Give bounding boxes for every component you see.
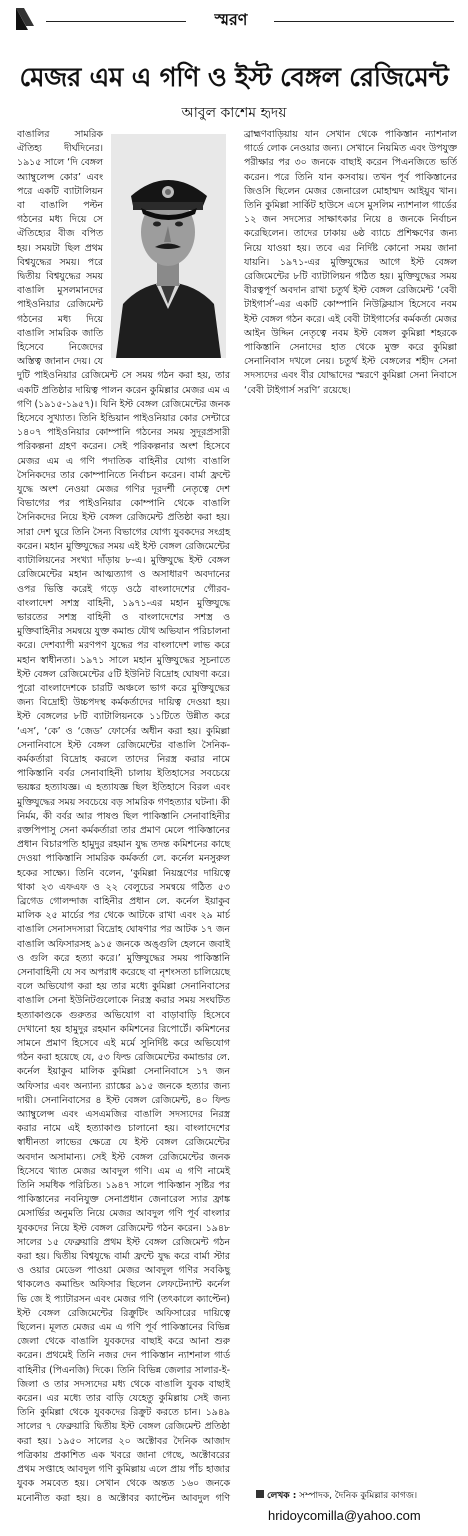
section-header xyxy=(0,0,468,38)
article-columns xyxy=(17,128,457,1508)
article-body-area xyxy=(17,128,457,1508)
author-note-desc: সম্পাদক, দৈনিক কুমিল্লার কাগজ। xyxy=(299,1491,418,1501)
header-rule-right xyxy=(274,21,454,22)
author-portrait-photo xyxy=(111,134,226,358)
author-note xyxy=(256,1490,456,1503)
author-email-link[interactable]: hridoycomilla@yahoo.com xyxy=(268,1508,421,1523)
article-byline: আবুল কাশেম হৃদয় xyxy=(181,105,287,121)
article-body-text: বাঙালির সামরিক ঐতিহ্য দীর্ঘদিনের। ১৯১৫ সালে ‘দি বেঙ্গল অ্যাম্বুলেন্স কোর’ এবং পরে একটি ব্যাটালিয়ন বা বাঙালি পল্টন গঠনের মধ্য দিয়ে সে ঐতিহ্যের বীজ বপিত হয়। সময়টা ছিল প্রথম বিশ্বযুদ্ধের সময়। পরে দ্বিতীয় বিশ্বযুদ্ধের সময় বাঙালি মুসলমানদের পাইওনিয়ার রেজিমেন্ট গঠনের মধ্য দিয়ে বাঙালি সামরিক জাতি হিসেবে নিজেদের অস্তিত্ব জানান দেয়। যে দুটি পাইওনিয়ার রেজিমেন্ট সে সময় গঠন করা হয়, তার একটি প্রতিষ্ঠার দায়িত্ব পালন করেন কুমিল্লার মেজর এম এ গণি (১৯১৫-১৯৫৭)। যিনি ইস্ট বেঙ্গল রেজিমেন্টের জনক হিসেবে সুখ্যাত। তিনি ইন্ডিয়ান পাইওনিয়ার কোর সেন্টারে ১৪০৭ পাইওনিয়ার কোম্পানি গঠনের সময় সুদূরপ্রসারী পরিকল্পনা গ্রহণ করেন। সেই পরিকল্পনার অংশ হিসেবে মেজর এম এ গণি পদাতিক বাহিনীর যোগ্য বাঙালি সৈনিকদের তার কোম্পানিতে নির্বাচন করেন। বার্মা ফ্রন্টে যুদ্ধে অংশ নেওয়া মেজর গণির দূরদর্শী নেতৃত্বে দেশ বিভাগের পর পাইওনিয়ার কোম্পানি থেকে বাঙালি সৈনিকদের নিয়ে ইস্ট বেঙ্গল রেজিমেন্ট প্রতিষ্ঠা করা হয়। সারা দেশ ঘুরে তিনি সৈন্য বিভাগের যোগ্য যুবকদের সংগ্রহ করেন। মহান মুক্তিযুদ্ধের সময় এই ইস্ট বেঙ্গল রেজিমেন্টের ব্যাটালিয়নের সংখ্যা দাঁড়ায় ৮-এ। মুক্তিযুদ্ধে ইস্ট বেঙ্গল রেজিমেন্টের মহান আত্মত্যাগ ও অসাধারণ অবদানের ওপর ভিত্তি করেই গড়ে ওঠে বাংলাদেশের গৌরব- বাংলাদেশ সশস্ত্র বাহিনী, ১৯৭১-এর মহান মুক্তিযুদ্ধে ভারতের সশস্ত্র বাহিনী ও বাংলাদেশের সশস্ত্র ও মুক্তিবাহিনীর সমন্বয়ে যুক্ত কমান্ড যৌথ অভিযান পরিচালনা করে। দেশব্যাপী মরণপণ যুদ্ধের পর বাংলাদেশ লাভ করে মহান স্বাধীনতা। ১৯৭১ সালে মহান মুক্তিযুদ্ধের সূচনাতে ইস্ট বেঙ্গল রেজিমেন্টের ৫টি ইউনিট বিদ্রোহ ঘোষণা করে। পুরো বাংলাদেশকে চারটি অঞ্চলে ভাগ করে মুক্তিযুদ্ধের জন্য বিদ্রোহী উচ্চপদস্থ কর্মকর্তাদের দায়িত্ব দেওয়া হয়। ইস্ট বেঙ্গলের ৮টি ব্যাটালিয়নকে ১১টিতে উন্নীত করে ‘এস’, ‘কে’ ও ‘জেড’ ফোর্সের অধীন করা হয়। কুমিল্লা সেনানিবাসে ইস্ট বেঙ্গল রেজিমেন্টের বাঙালি সৈনিক-কর্মকর্তারা বিদ্রোহ করলে তাদের নিরস্ত্র করার নামে পাকিস্তানি বর্বর সেনাবাহিনী চালায় ইতিহাসের সবচেয়ে ভয়ঙ্কর হত্যাযজ্ঞ। এ হত্যাযজ্ঞ ছিল ইতিহাসে বিরল এবং মুক্তিযুদ্ধের সময় সবচেয়ে বড় সামরিক গণহত্যার ঘটনা। কী নির্মম, কী বর্বর আর পাষণ্ড ছিল পাকিস্তানি সেনাবাহিনীর রক্তপিপাসু সেনা কর্মকর্তারা তার প্রমাণ মেলে পাকিস্তানের প্রধান বিচারপতি হামুদুর রহমান যুদ্ধ তদন্ত কমিশনের কাছে দেওয়া পাকিস্তানি সামরিক কর্মকর্তা লে. কর্নেল মনসুরুল হকের সাক্ষ্যে। তিনি বলেন, ‘কুমিল্লা নিয়ন্ত্রণের দায়িত্বে থাকা ২৩ এফএফ ও ২২ বেলুচের সমন্বয়ে গঠিত ৫৩ ব্রিগেড গোলন্দাজ বাহিনীর প্রধান লে. কর্নেল ইয়াকুব মালিক ২৫ মার্চের পর থেকে আটকে রাখা এবং ২৯ মার্চ বাঙালি সেনাসদস্যরা বিদ্রোহ ঘোষণার পর আটক ১৭ জন বাঙালি অফিসারসহ ৯১৫ জনকে অঙ্গুলি হেলনে জবাই ও গুলি করে হত্যা করে।’ মুক্তিযুদ্ধের সময় পাকিস্তানি সেনাবাহিনী যে সব অপরাধ করেছে বা নৃশংসতা চালিয়েছে বলে অভিযোগ করা হয় তার মধ্যে কুমিল্লা সেনানিবাসের বাঙালি সেনা ইউনিটগুলোকে নিরস্ত্র করার সময় সংঘটিত হত্যাকাণ্ডকে গুরুতর অভিযোগ বা বাড়াবাড়ি হিসেবে দেখানো হয় হামুদুর রহমান কমিশনের রিপোর্টে। কমিশনের সামনে প্রমাণ হিসেবে এই মর্মে সুনির্দিষ্ট করে অভিযোগ গঠন করা হয়েছে যে, ৫৩ ফিল্ড রেজিমেন্টের কমান্ডার লে. কর্নেল ইয়াকুব মালিক কুমিল্লা সেনানিবাসে ১৭ জন অফিসার এবং অন্যান্য র‍্যাঙ্কের ৯১৫ জনকে হত্যার জন্য দায়ী। সেনানিবাসের ৪ ইস্ট বেঙ্গল রেজিমেন্ট, ৪০ ফিল্ড অ্যাম্বুলেন্স এবং এসএমজির বাঙালি সদস্যদের নিরস্ত্র করার নামে এই হত্যাকাণ্ড চালানো হয়। বাংলাদেশের স্বাধীনতা লাভের ক্ষেত্রে যে ইস্ট বেঙ্গল রেজিমেন্টের অবদান অসামান্য। সেই ইস্ট বেঙ্গল রেজিমেন্টের জনক হিসেবে খ্যাত মেজর আবদুল গণি। এম এ গণি নামেই তিনি সমধিক পরিচিত। ১৯৪৭ সালে পাকিস্তান সৃষ্টির পর পাকিস্তানের নবনিযুক্ত সেনাপ্রধান জেনারেল স্যার ফ্রাঙ্ক মেসার্ভির অনুমতি নিয়ে মেজর আবদুল গণি পূর্ব বাংলার যুবকদের নিয়ে ইস্ট বেঙ্গল রেজিমেন্ট গঠন করেন। ১৯৪৮ সালের ১৫ ফেব্রুয়ারি প্রথম ইস্ট বেঙ্গল রেজিমেন্ট গঠন করা হয়। দ্বিতীয় বিশ্বযুদ্ধে বার্মা ফ্রন্টে যুদ্ধ করে বার্মা স্টার ও ওয়ার মেডেল পাওয়া মেজর আবদুল গণির সবকিছু থাকলেও কমান্ডিং অফিসার ছিলেন লেফটেন্যান্ট কর্নেল ভি জে ই প্যাটারসন এবং মেজর গণি (তৎকালে ক্যাপ্টেন) ইস্ট বেঙ্গল রেজিমেন্টের রিক্রুটিং অফিসারের দায়িত্বে ছিলেন। মূলত মেজর এম এ গণি পূর্ব পাকিস্তানের বিভিন্ন জেলা থেকে বাঙালি যুবকদের বাছাই করে আনা শুরু করেন। প্রথমেই তিনি নজর দেন পাকিস্তান ন্যাশনাল গার্ড বাহিনীর (পিএনজি) দিকে। তিনি বিভিন্ন জেলার সালার-ই-জিলা ও তার সদস্যদের মধ্য থেকে বাঙালি যুবক বাছাই করেন। এর মধ্যে তার বাড়ি যেহেতু কুমিল্লায় সেই জন্য তিনি কুমিল্লা থেকে যুবকদের রিক্রুট করতে চান। ১৯৪৯ সালের ৭ ফেব্রুয়ারি দ্বিতীয় ইস্ট বেঙ্গল রেজিমেন্ট প্রতিষ্ঠা করা হয়। ১৯৫০ সালের ২০ অক্টোবর দৈনিক আজাদ পত্রিকায় প্রকাশিত এক খবরে জানা গেছে, অক্টোবরের প্রথম সপ্তাহে আবদুল গণি কুমিল্লায় এলে প্রায় পাঁচ হাজার যুবক সমবেত হয়। সেখান থেকে অন্তত ১৬০ জনকে মনোনীত করা হয়। ৪ অক্টোবর ক্যাপ্টেন আবদুল গণি ব্রাহ্মণবাড়িয়ায় যান সেখান থেকে পাকিস্তান ন্যাশনাল গার্ডে লোক নেওয়ার জন্য। সেখানে নিয়মিত এবং উপযুক্ত পরীক্ষার পর ৩০ জনকে বাছাই করেন পিএনজিতে ভর্তি করেন। পরে তিনি যান কসবায়। তখন পূর্ব পাকিস্তানের জিওসি ছিলেন মেজর জেনারেল মোহাম্মদ আইয়ুব খান। তিনি কুমিল্লা সার্কিট হাউসে এসে মুসলিম ন্যাশনাল গার্ডের ১২ জন সদস্যের সাক্ষাৎকার নিয়ে ৪ জনকে নির্বাচন করেছিলেন। তাদের ঢাকায় ৬ষ্ঠ ব্যাচে প্রশিক্ষণের জন্য নিয়ে যাওয়া হয়। তবে এর নির্দিষ্ট কোনো সময় জানা যায়নি। ১৯৭১-এর মুক্তিযুদ্ধের আগে ইস্ট বেঙ্গল রেজিমেন্টের ৮টি ব্যাটালিয়ন গঠিত হয়। মুক্তিযুদ্ধের সময় বীরত্বপূর্ণ অবদান রাখা চতুর্থ ইস্ট বেঙ্গল রেজিমেন্ট ‘বেবী টাইগার্স’-এর একটি কোম্পানি নিউক্লিয়াস হিসেবে নবম ইস্ট বেঙ্গল গঠন করে। এই বেবী টাইগার্সের কর্মকর্তা মেজর আইন উদ্দিন নেতৃত্বে নবম ইস্ট বেঙ্গল কুমিল্লা শহরকে পাকিস্তানি সেনাদের হাত থেকে মুক্ত করে কুমিল্লা সেনানিবাস দখলে নেয়। চতুর্থ ইস্ট বেঙ্গলের শহীদ সেনা সদস্যদের এবং বীর যোদ্ধাদের স্মরণে কুমিল্লা সেনা নিবাসে ‘বেবী টাইগার্স সরণি’ রয়েছে। xyxy=(17,129,457,1504)
section-label: স্মরণ xyxy=(214,10,248,29)
header-rule-left xyxy=(46,21,186,22)
author-note-label: লেখক : xyxy=(267,1491,297,1501)
officer-portrait-icon xyxy=(111,134,226,358)
article-headline: মেজর এম এ গণি ও ইস্ট বেঙ্গল রেজিমেন্ট xyxy=(19,63,449,93)
newspaper-logo-icon xyxy=(14,6,36,32)
bullet-square-icon xyxy=(256,1490,264,1498)
